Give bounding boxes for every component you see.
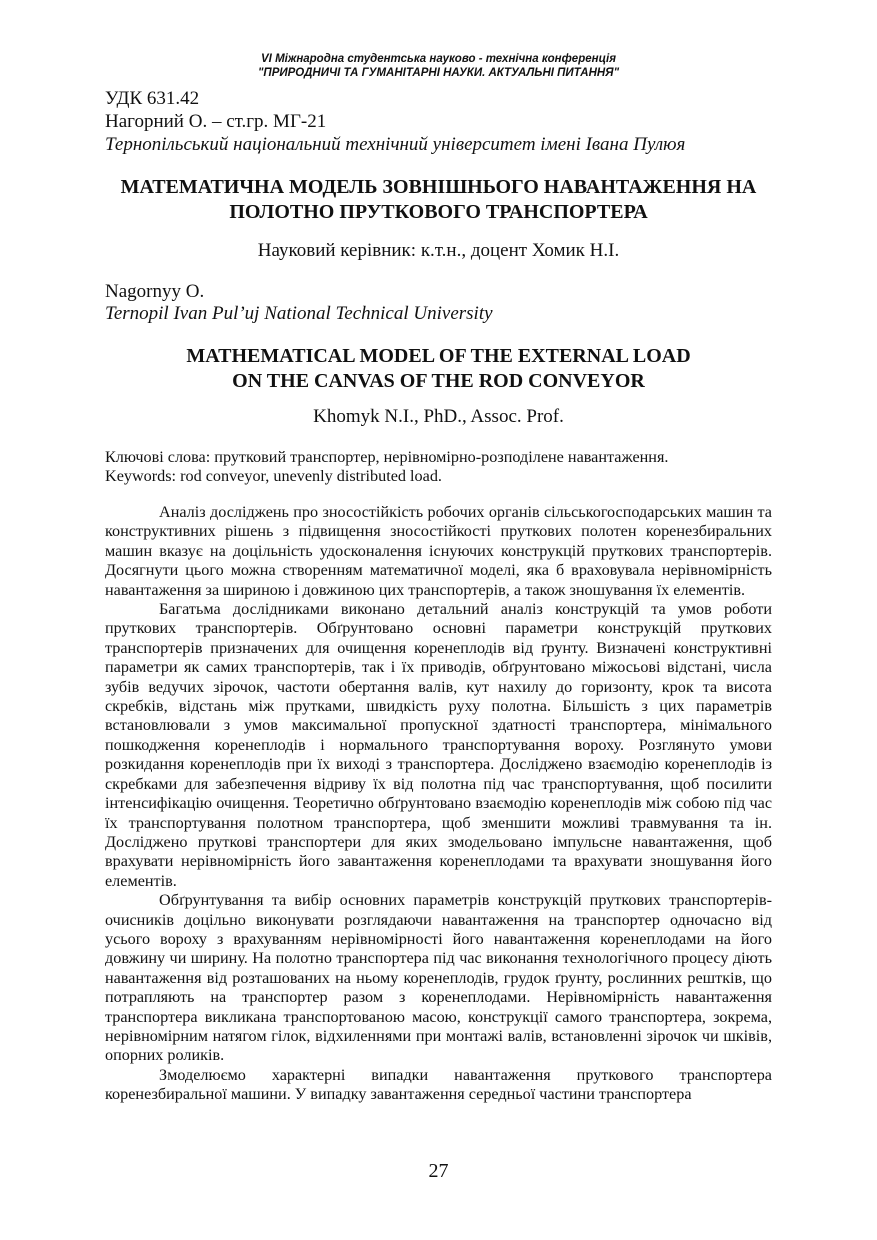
keywords-ua: Ключові слова: прутковий транспортер, нерівномірно-розподілене навантаження.: [105, 448, 669, 466]
paragraph-3: Обґрунтування та вибір основних параметрів конструкцій пруткових транспортерів-очисників доцільно виконувати розглядаючи навантаження на транспортер одночасно від усього вороху з врахуванням нерівномірності його навантаження коренеплодами на його довжину чи ширину. На полотно транспортера під час виконання технологічного процесу діють навантаження від розташованих на ньому коренеплодів, грудок ґрунту, рослинних рештків, що потрапляють на транспортер разом з коренеплодами. Нерівномірність навантаження транспортера викликана транспортованою масою, конструкції самого транспортера, зокрема, нерівномірним натягом гілок, відхиленнями при монтажі валів, встановленні зірочок чи шківів, опорних роликів.: [105, 891, 772, 1065]
affiliation-ua: Тернопільський національний технічний університет імені Івана Пулюя: [105, 134, 686, 155]
title-en-line-2: ON THE CANVAS OF THE ROD CONVEYOR: [232, 370, 645, 392]
udk-code: УДК 631.42: [105, 88, 200, 109]
title-en-line-1: MATHEMATICAL MODEL OF THE EXTERNAL LOAD: [186, 345, 691, 367]
paragraph-4: Змоделюємо характерні випадки навантаження пруткового транспортера коренезбиральної машини. У випадку завантаження середньої частини транспортера: [105, 1065, 772, 1104]
body-text: [105, 503, 772, 1105]
author-ua: Нагорний О. – ст.гр. МГ-21: [105, 111, 327, 132]
title-ua-line-2: ПОЛОТНО ПРУТКОВОГО ТРАНСПОРТЕРА: [229, 201, 648, 223]
paragraph-1: Аналіз досліджень про зносостійкість робочих органів сільськогосподарських машин та конструктивних рішень з підвищення зносостійкості пруткових полотен коренезбиральних машин вказує на доцільність удосконалення існуючих конструкцій пруткових транспортерів. Досягнути цього можна створенням математичної моделі, яка б враховувала нерівномірність навантаження за шириною і довжиною цих транспортерів, а також зношування їх елементів.: [105, 503, 772, 599]
title-ua-line-1: МАТЕМАТИЧНА МОДЕЛЬ ЗОВНІШНЬОГО НАВАНТАЖЕННЯ НА: [120, 176, 757, 198]
page-number: 27: [428, 1160, 449, 1182]
supervisor-en: Khomyk N.I., PhD., Assoc. Prof.: [313, 406, 564, 427]
conference-header-line-2: "ПРИРОДНИЧІ ТА ГУМАНІТАРНІ НАУКИ. АКТУАЛЬНІ ПИТАННЯ": [257, 67, 620, 79]
affiliation-en: Ternopil Ivan Pul’uj National Technical University: [105, 303, 493, 324]
author-en: Nagornyy O.: [105, 281, 205, 302]
keywords-en: Keywords: rod conveyor, unevenly distributed load.: [105, 467, 442, 485]
conference-header-line-1: VI Міжнародна студентська науково - технічна конференція: [261, 53, 616, 65]
paragraph-2: Багатьма дослідниками виконано детальний аналіз конструкцій та умов роботи пруткових транспортерів. Обґрунтовано основні параметри конструкцій пруткових транспортерів призначених для очищення коренеплодів від ґрунту. Визначені конструктивні параметри як самих транспортерів, так і їх приводів, обґрунтовано міжосьові відстані, числа зубів ведучих зірочок, частоти обертання валів, кут нахилу до горизонту, крок та висота скребків, відстань між прутками, швидкість руху полотна. Більшість з цих параметрів встановлювали з умов максимальної пропускної здатності транспортера, мінімального пошкодження коренеплодів і нормального транспортування вороху. Розглянуто умови розкидання коренеплодів при їх виході з транспортера. Досліджено взаємодію коренеплодів із скребками для забезпечення відриву їх від полотна під час транспортування, щоб посилити інтенсифікацію очищення. Теоретично обґрунтовано взаємодію коренеплодів між собою під час їх транспортування полотном транспортера, щоб зменшити можливі травмування та ін. Досліджено пруткові транспортери для яких змодельовано імпульсне навантаження, щоб врахувати нерівномірність його завантаження коренеплодами та врахувати зношування його елементів.: [105, 600, 772, 890]
supervisor-ua: Науковий керівник: к.т.н., доцент Хомик Н.І.: [257, 240, 620, 261]
